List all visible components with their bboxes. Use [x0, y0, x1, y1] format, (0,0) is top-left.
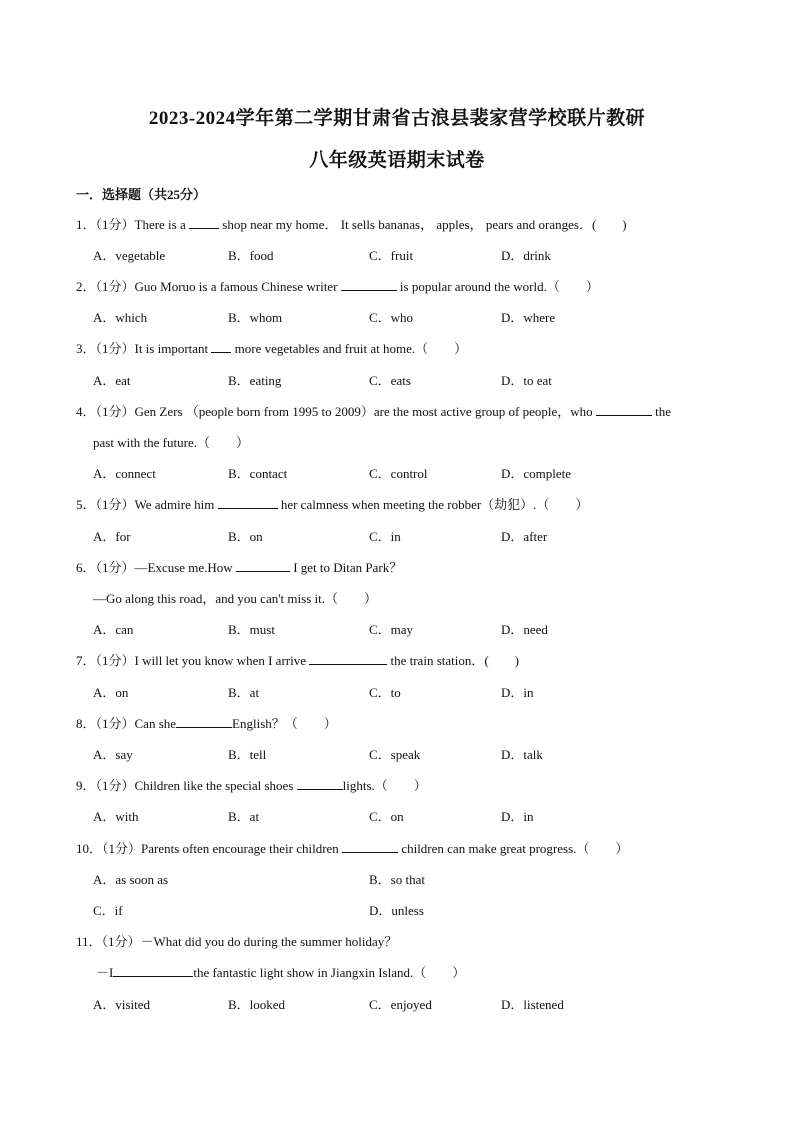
- question-text: 10．（1分）Parents often encourage their children: [76, 841, 339, 856]
- option-a: A．connect: [93, 466, 156, 481]
- option-a: A．with: [93, 809, 139, 824]
- option-d: D．need: [501, 622, 548, 637]
- option-b: B．must: [228, 622, 275, 637]
- option-d: D．unless: [369, 903, 424, 918]
- option-d: D．in: [501, 809, 534, 824]
- question-text: 8．（1分）Can she: [76, 716, 177, 731]
- option-d: D．to eat: [501, 373, 552, 388]
- question-4: [76, 403, 671, 421]
- option-d: D．listened: [501, 997, 564, 1012]
- question-9: [76, 777, 427, 795]
- question-11: 11．（1分）－What did you do during the summer holiday？: [76, 934, 398, 949]
- option-d: D．where: [501, 310, 556, 325]
- option-c: C．if: [93, 903, 123, 918]
- option-c: C．fruit: [369, 248, 414, 263]
- option-a: A．eat: [93, 373, 131, 388]
- option-a: A．visited: [93, 997, 151, 1012]
- option-c: C．control: [369, 466, 428, 481]
- page-subtitle: 八年级英语期末试卷: [309, 150, 485, 171]
- option-b: B．tell: [228, 747, 267, 762]
- question-4-continued: past with the future.（ ）: [93, 435, 249, 450]
- question-text: lights.（ ）: [342, 778, 427, 793]
- answer-blank: [341, 278, 397, 291]
- question-text: the train station．( ): [390, 653, 520, 668]
- question-text: 4．（1分）Gen Zers （people born from 1995 to 2009）are the most active group of people，who: [76, 404, 593, 419]
- option-b: B．on: [228, 529, 263, 544]
- section-heading: 一．选择题（共25分）: [76, 187, 207, 202]
- answer-blank: [342, 840, 398, 853]
- option-a: A．as soon as: [93, 872, 169, 887]
- question-text: children can make great progress.（ ）: [401, 841, 629, 856]
- option-d: D．complete: [501, 466, 572, 481]
- question-text: 6．（1分）—Excuse me.How: [76, 560, 233, 575]
- question-text: 1．（1分）There is a: [76, 217, 186, 232]
- option-a: A．for: [93, 529, 131, 544]
- question-10: [76, 840, 628, 858]
- answer-blank: [176, 715, 232, 728]
- question-8: [76, 715, 337, 733]
- answer-blank: [297, 777, 343, 790]
- option-d: D．in: [501, 685, 534, 700]
- question-11-continued: [96, 964, 465, 982]
- option-b: B．at: [228, 809, 260, 824]
- question-text: English？（ ）: [232, 716, 337, 731]
- question-text: her calmness when meeting the robber（劫犯）.（ ）: [280, 497, 589, 512]
- option-c: C．may: [369, 622, 414, 637]
- option-c: C．speak: [369, 747, 421, 762]
- option-a: A．on: [93, 685, 129, 700]
- question-5: [76, 496, 588, 514]
- question-text: shop near my home． It sells bananas， apples， pears and oranges．( ): [222, 217, 627, 232]
- option-d: D．drink: [501, 248, 551, 263]
- option-a: A．vegetable: [93, 248, 166, 263]
- question-text: 2．（1分）Guo Moruo is a famous Chinese writer: [76, 279, 338, 294]
- option-b: B．eating: [228, 373, 282, 388]
- question-1: [76, 216, 627, 234]
- answer-blank: [236, 559, 290, 572]
- question-text: 3．（1分）It is important: [76, 341, 209, 356]
- option-c: C．who: [369, 310, 414, 325]
- question-text: is popular around the world.（ ）: [399, 279, 599, 294]
- option-b: B．food: [228, 248, 274, 263]
- option-c: C．in: [369, 529, 401, 544]
- option-c: C．eats: [369, 373, 411, 388]
- option-c: C．on: [369, 809, 404, 824]
- option-b: B．looked: [228, 997, 286, 1012]
- option-c: C．enjoyed: [369, 997, 432, 1012]
- question-text: I get to Ditan Park？: [293, 560, 403, 575]
- page-title: 2023-2024学年第二学期甘肃省古浪县裴家营学校联片教研: [148, 108, 646, 129]
- question-text: 7．（1分）I will let you know when I arrive: [76, 653, 306, 668]
- option-d: D．after: [501, 529, 548, 544]
- option-c: C．to: [369, 685, 401, 700]
- question-2: [76, 278, 599, 296]
- question-6: [76, 559, 402, 577]
- question-text: the: [655, 404, 672, 419]
- question-6-continued: —Go along this road，and you can't miss it.（ ）: [93, 591, 377, 606]
- answer-blank: [596, 403, 652, 416]
- option-a: A．can: [93, 622, 134, 637]
- option-a: A．which: [93, 310, 148, 325]
- question-text: 9．（1分）Children like the special shoes: [76, 778, 294, 793]
- option-b: B．contact: [228, 466, 288, 481]
- option-a: A．say: [93, 747, 133, 762]
- answer-blank: [113, 964, 193, 977]
- option-d: D．talk: [501, 747, 543, 762]
- option-b: B．so that: [369, 872, 425, 887]
- answer-blank: [218, 496, 278, 509]
- option-b: B．at: [228, 685, 260, 700]
- answer-blank: [211, 340, 231, 353]
- question-7: [76, 652, 519, 670]
- question-text: 5．（1分）We admire him: [76, 497, 215, 512]
- question-text: the fantastic light show in Jiangxin Island.（ ）: [193, 965, 466, 980]
- option-b: B．whom: [228, 310, 283, 325]
- question-text: －I: [96, 965, 114, 980]
- question-text: more vegetables and fruit at home.（ ）: [234, 341, 468, 356]
- question-3: [76, 340, 467, 358]
- answer-blank: [309, 652, 387, 665]
- answer-blank: [189, 216, 219, 229]
